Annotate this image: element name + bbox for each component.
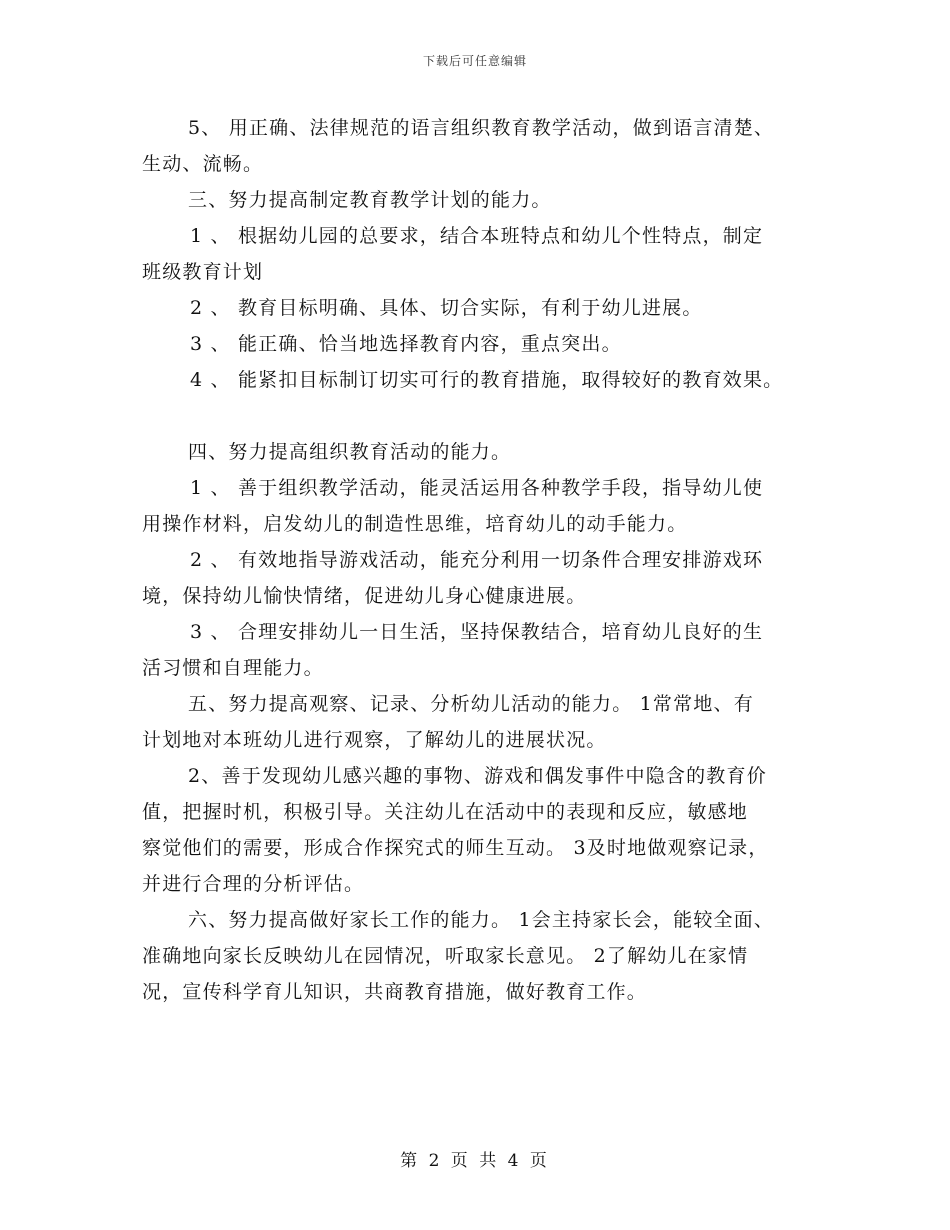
page-header: 下载后可任意编辑 [422, 54, 527, 68]
paragraph-line: 值，把握时机，积极引导。关注幼儿在活动中的表现和反应，敏感地 [142, 801, 749, 823]
paragraph-line: 2 、 教育目标明确、具体、切合实际，有利于幼儿进展。 [190, 297, 703, 319]
document-body [142, 110, 832, 1010]
paragraph-line: 5、 用正确、法律规范的语言组织教育教学活动，做到语言清楚、 [188, 117, 775, 139]
paragraph-line: 3 、 能正确、恰当地选择教育内容，重点突出。 [190, 333, 622, 355]
paragraph-line: 境，保持幼儿愉快情绪，促进幼儿身心健康进展。 [142, 585, 587, 607]
section-heading: 五、努力提高观察、记录、分析幼儿活动的能力。 1常常地、有 [188, 693, 754, 715]
section-heading: 六、努力提高做好家长工作的能力。 1会主持家长会，能较全面、 [188, 909, 775, 931]
paragraph-line: 班级教育计划 [142, 261, 264, 283]
paragraph-line: 用操作材料，启发幼儿的制造性思维，培育幼儿的动手能力。 [142, 513, 688, 535]
paragraph-line: 1 、 善于组织教学活动，能灵活运用各种教学手段，指导幼儿使 [190, 477, 764, 499]
paragraph-line: 准确地向家长反映幼儿在园情况，听取家长意见。 2了解幼儿在家情 [142, 945, 749, 967]
paragraph-line: 活习惯和自理能力。 [142, 657, 324, 679]
paragraph-line: 生动、流畅。 [142, 153, 264, 175]
paragraph-line: 察觉他们的需要，形成合作探究式的师生互动。 3及时地做观察记录， [142, 837, 769, 859]
page-number-footer: 第 2 页 共 4 页 [400, 1151, 550, 1171]
paragraph-line: 4 、 能紧扣目标制订切实可行的教育措施，取得较好的教育效果。 [190, 369, 784, 391]
section-heading: 四、努力提高组织教育活动的能力。 [188, 441, 512, 463]
paragraph-line: 1 、 根据幼儿园的总要求，结合本班特点和幼儿个性特点，制定 [190, 225, 764, 247]
paragraph-line: 3 、 合理安排幼儿一日生活，坚持保教结合，培育幼儿良好的生 [190, 621, 764, 643]
blank-line [142, 398, 832, 434]
section-heading: 三、努力提高制定教育教学计划的能力。 [188, 189, 552, 211]
paragraph-line: 况，宣传科学育儿知识，共商教育措施，做好教育工作。 [142, 981, 648, 1003]
paragraph-line: 2、善于发现幼儿感兴趣的事物、游戏和偶发事件中隐含的教育价 [188, 765, 767, 787]
paragraph-line: 2 、 有效地指导游戏活动，能充分利用一切条件合理安排游戏环 [190, 549, 764, 571]
paragraph-line: 计划地对本班幼儿进行观察，了解幼儿的进展状况。 [142, 729, 607, 751]
paragraph-line: 并进行合理的分析评估。 [142, 873, 365, 895]
